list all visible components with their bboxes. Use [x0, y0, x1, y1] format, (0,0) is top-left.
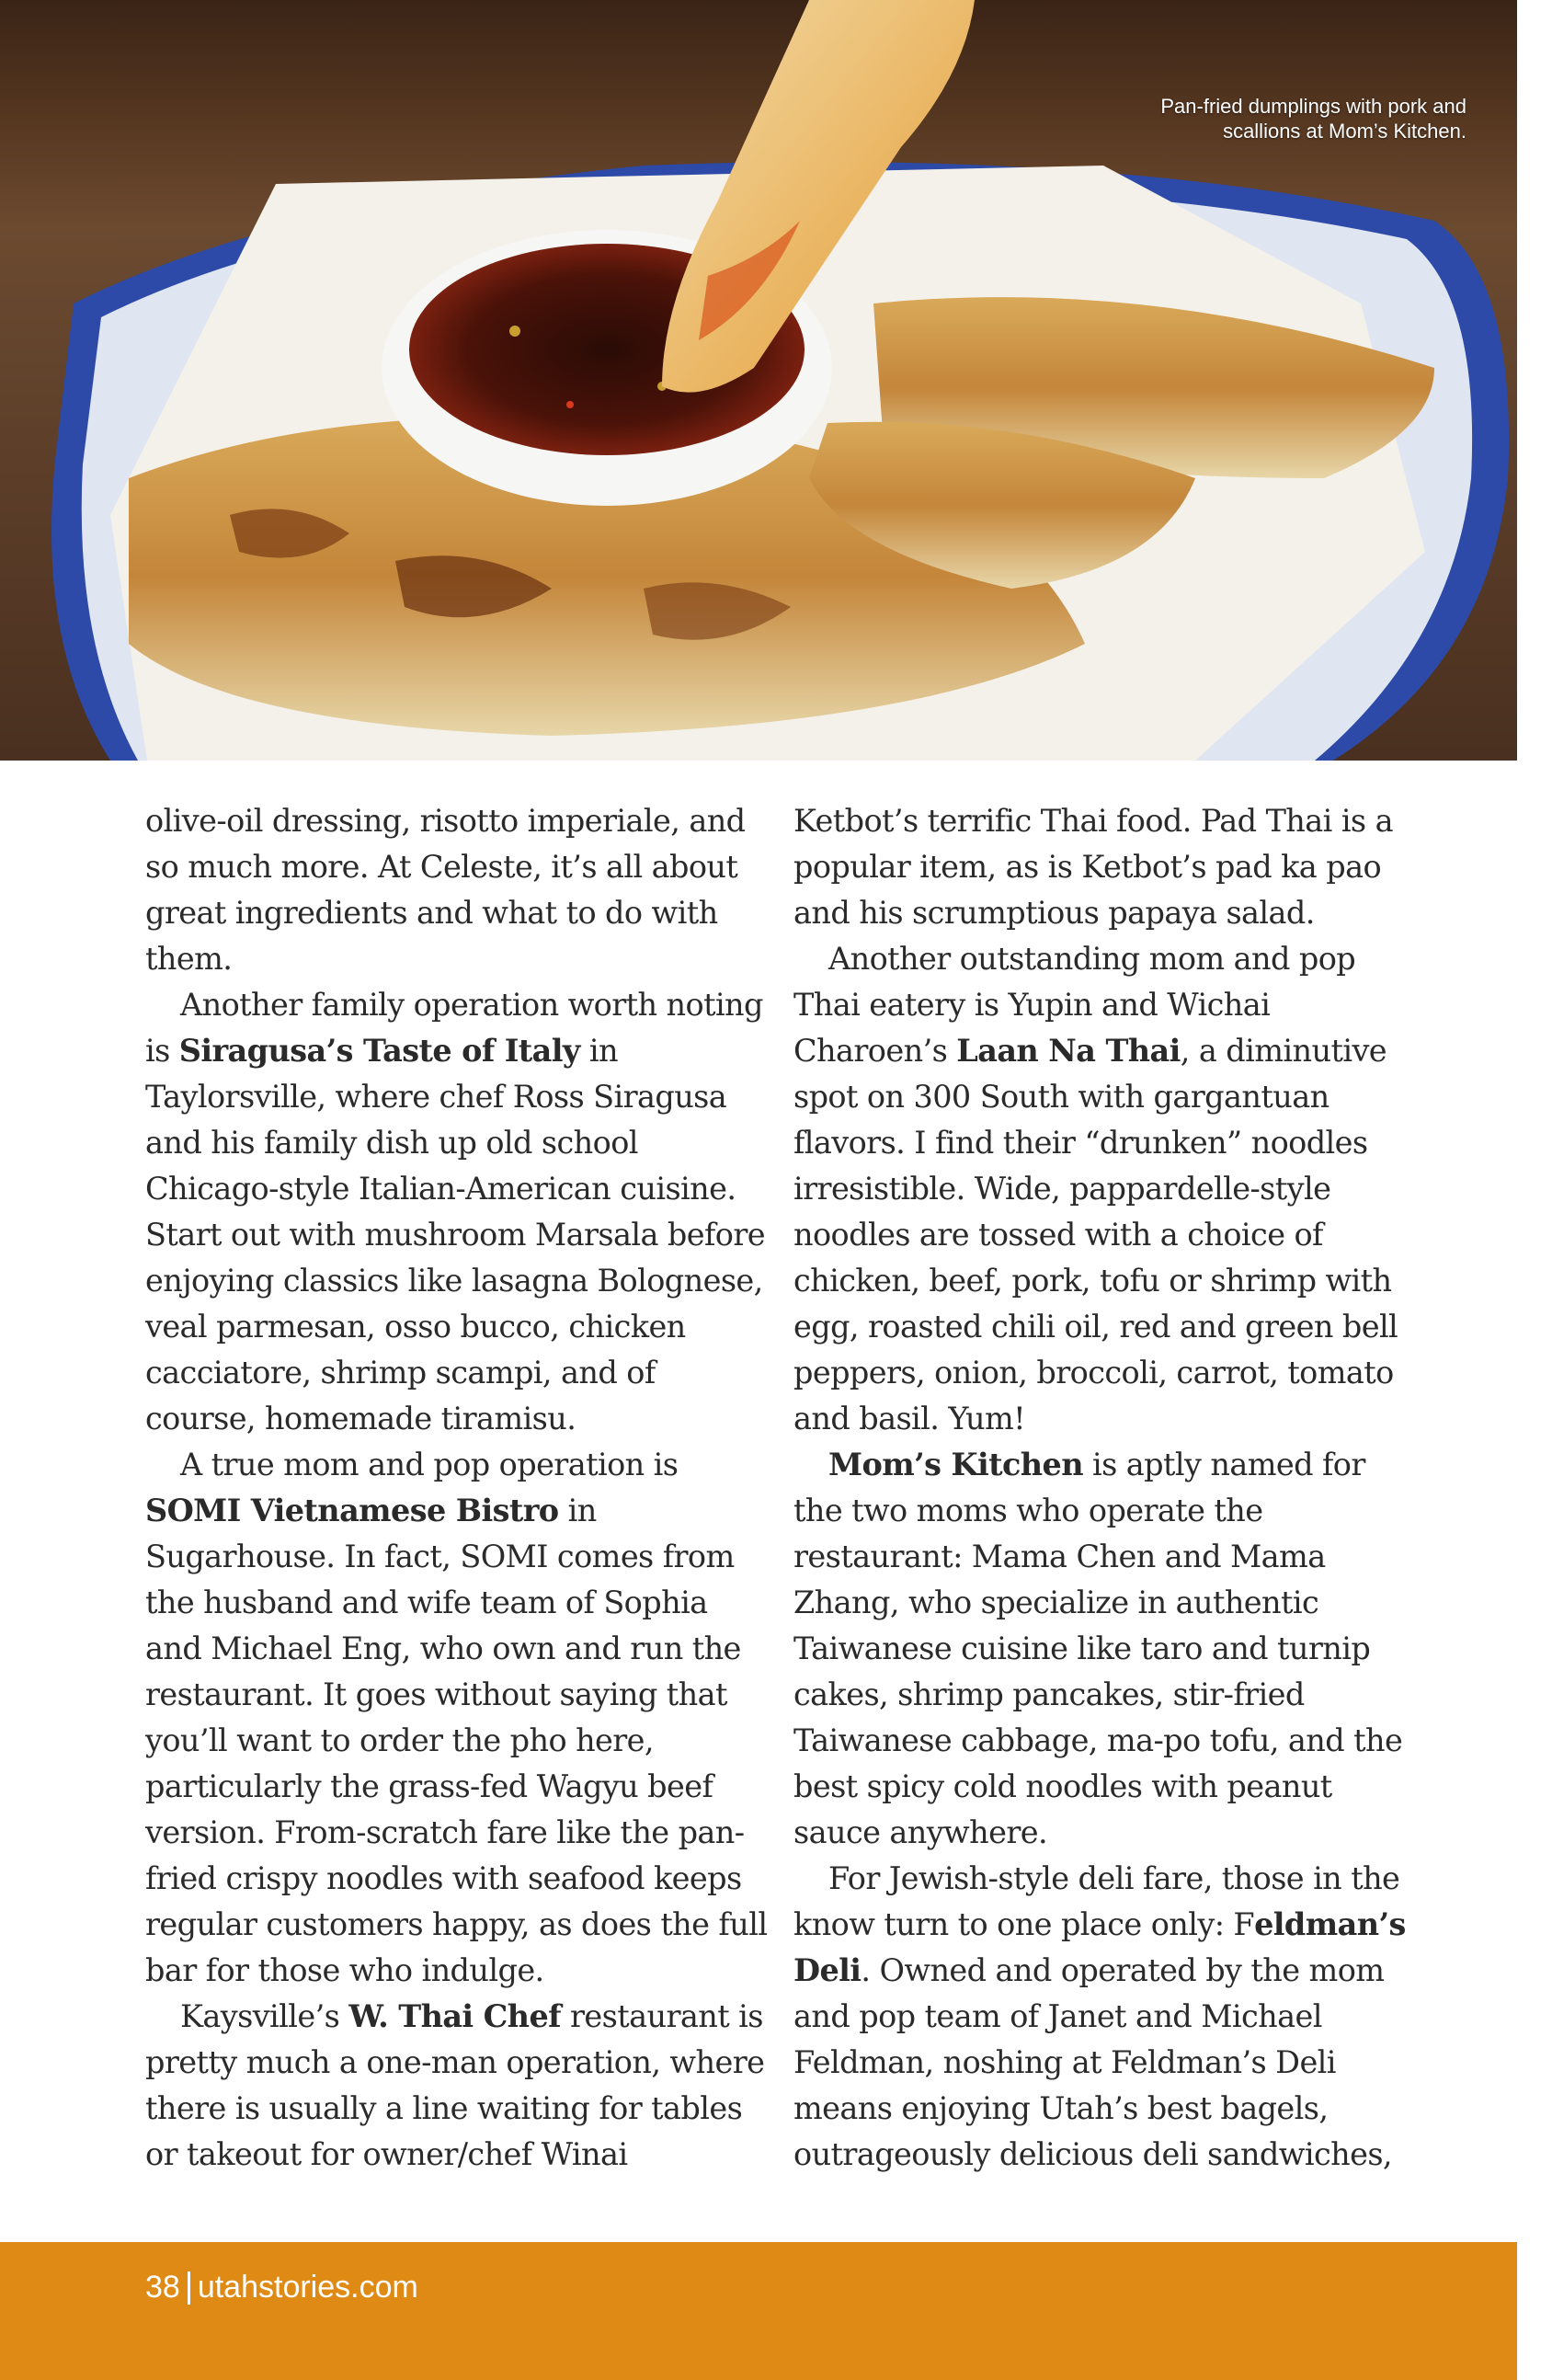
paragraph: Ketbot’s terrific Thai food. Pad Thai is a popular item, as is Ketbot’s pad ka pao and his scrumptious papaya salad.: [793, 803, 1393, 931]
paragraph: [793, 1442, 1419, 1856]
footer-folio: [145, 2270, 418, 2306]
article-column-right: [793, 798, 1419, 2178]
site-url[interactable]: utahstories.com: [197, 2270, 418, 2305]
text: restaurant is pretty much a one-man operation, where there is usually a line waiting for tables or takeout for owner/chef Winai: [145, 1998, 765, 2172]
paragraph: [145, 1994, 770, 2178]
restaurant-name: eldman’s Deli: [793, 1906, 1406, 1988]
text: . Owned and operated by the mom and pop team of Janet and Michael Feldman, noshing at Feldman’s Deli means enjoying Utah’s best bagels, outrageously delicious deli sandwiches,: [793, 1952, 1392, 2172]
article-column-left: [145, 798, 770, 2178]
paragraph: [793, 1856, 1419, 2178]
photo-caption: Pan-fried dumplings with pork and scallions at Mom’s Kitchen.: [1160, 95, 1466, 143]
text: For Jewish-style deli fare, those in the know turn to one place only: F: [793, 1860, 1400, 1942]
folio-divider: [188, 2271, 190, 2305]
text: Kaysville’s: [180, 1998, 349, 2034]
restaurant-name: Siragusa’s Taste of Italy: [178, 1033, 580, 1069]
restaurant-name: W. Thai Chef: [348, 1998, 561, 2034]
text: A true mom and pop operation is: [180, 1447, 679, 1482]
page-margin: [1517, 0, 1552, 2380]
text: , a diminutive spot on 300 South with gargantuan flavors. I find their “drunken” noodles irresistible. Wide, pappardelle-style noodles are tossed with a choice of chicken, beef, pork, tofu or shrimp with egg, roasted chili oil, red and green bell peppers, onion, broccoli, carrot, tomato and basil. Yum!: [793, 1033, 1398, 1436]
paragraph: [145, 1442, 770, 1994]
restaurant-name: Mom’s Kitchen: [828, 1447, 1083, 1482]
page-number: 38: [145, 2270, 180, 2305]
paragraph: olive-oil dressing, risotto imperiale, and so much more. At Celeste, it’s all about great ingredients and what to do with them.: [145, 803, 746, 977]
restaurant-name: SOMI Vietnamese Bistro: [145, 1493, 559, 1528]
text: Another outstanding mom and pop Thai eatery is Yupin and Wichai Charoen’s: [793, 941, 1356, 1069]
text: is aptly named for the two moms who operate the restaurant: Mama Chen and Mama Zhang, who specialize in authentic Taiwanese cuisine like taro and turnip cakes, shrimp pancakes, stir-fried Taiwanese cabbage, ma-po tofu, and the best spicy cold noodles with peanut sauce anywhere.: [793, 1447, 1403, 1850]
text: in Taylorsville, where chef Ross Siragusa and his family dish up old school Chicago-style Italian-American cuisine. Start out with mushroom Marsala before enjoying classics like lasagna Bolognese, veal parmesan, osso bucco, chicken cacciatore, shrimp scampi, and of course, homemade tiramisu.: [145, 1033, 765, 1436]
footer-bar: [0, 2242, 1517, 2380]
dumpling-photo: [0, 0, 1517, 761]
text: Another family operation worth noting is: [145, 987, 763, 1069]
paragraph: [793, 936, 1419, 1442]
text: in Sugarhouse. In fact, SOMI comes from the husband and wife team of Sophia and Michael Eng, who own and run the restaurant. It goes without saying that you’ll want to order the pho here, particularly the grass-fed Wagyu beef version. From-scratch fare like the pan-fried crispy noodles with seafood keeps regular customers happy, as does the full bar for those who indulge.: [145, 1493, 768, 1988]
restaurant-name: Laan Na Thai: [956, 1033, 1181, 1069]
paragraph: [145, 982, 770, 1442]
